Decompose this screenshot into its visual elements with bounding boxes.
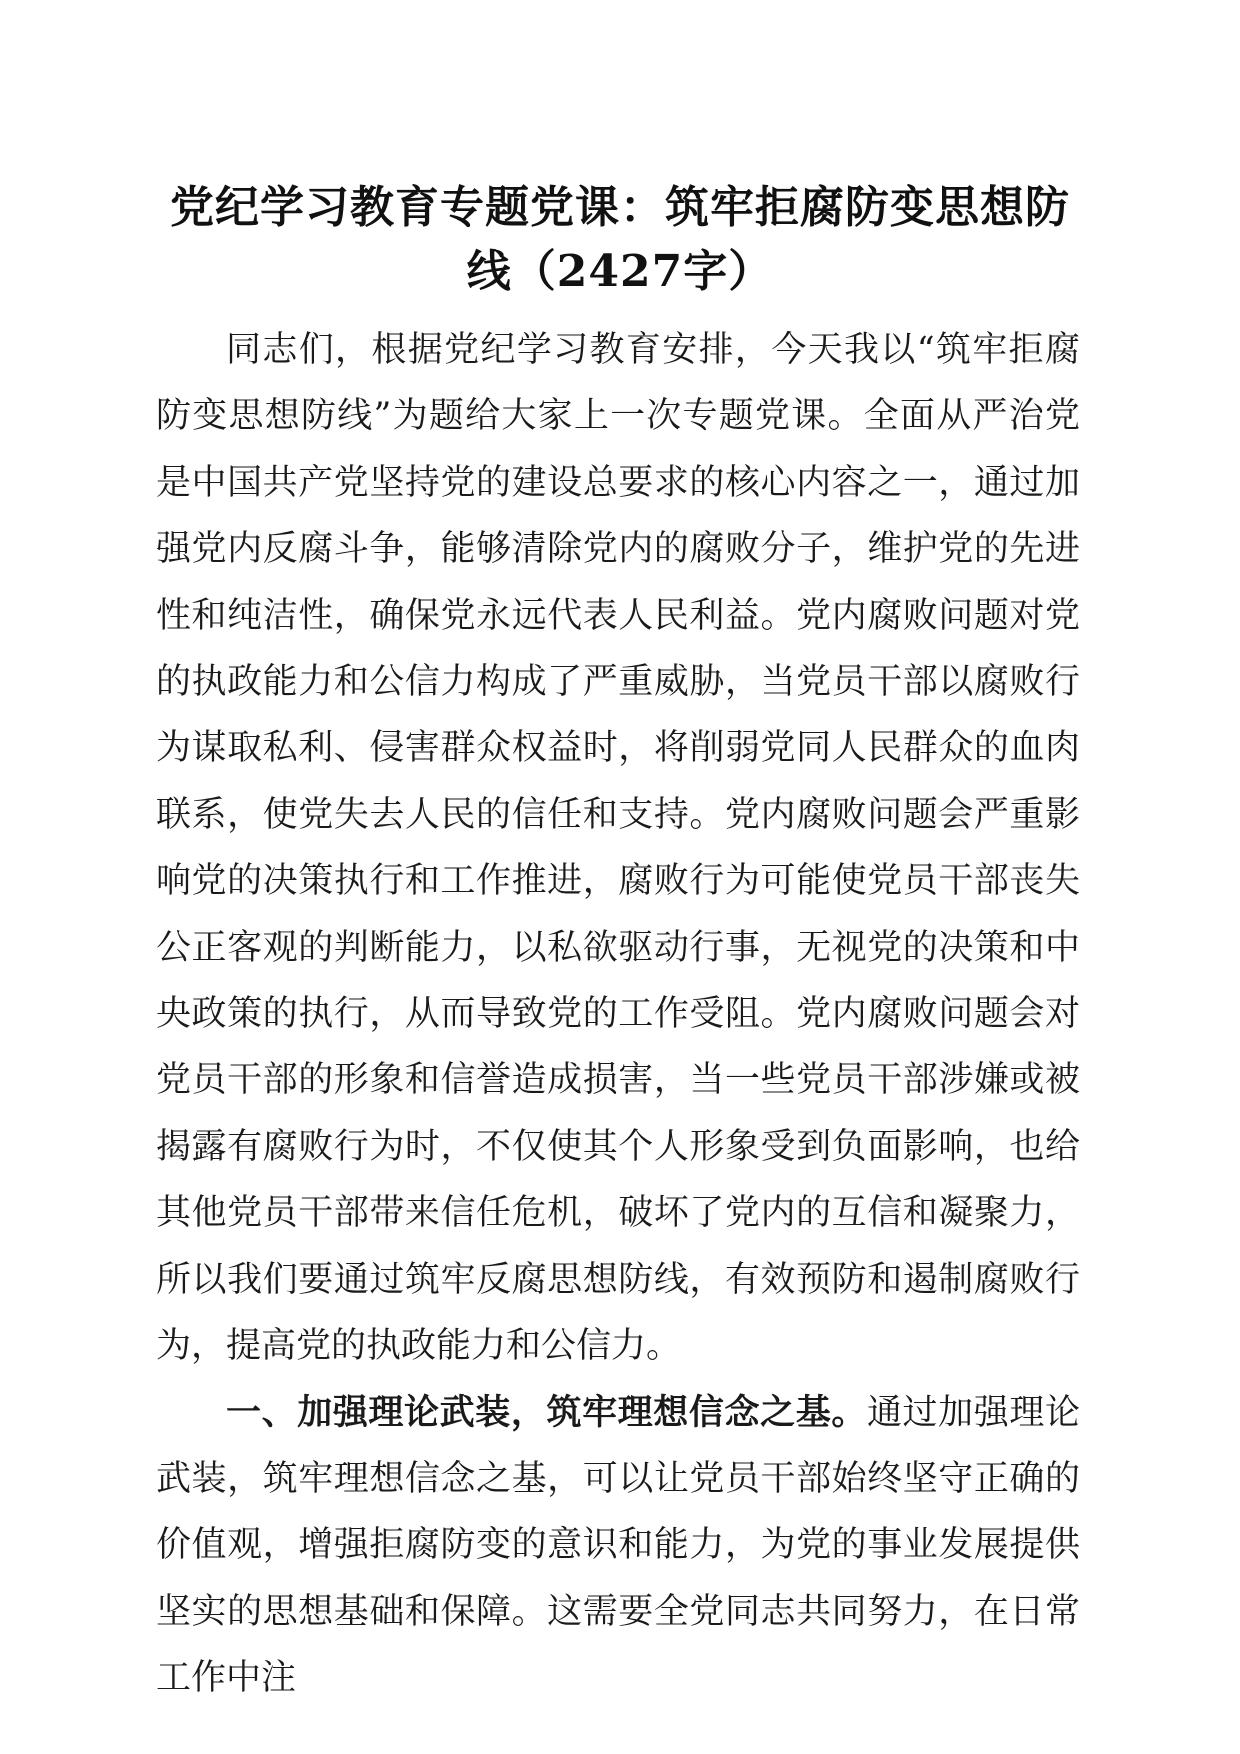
section-one-paragraph [156, 1380, 1080, 1712]
document-body [156, 317, 1080, 1712]
intro-paragraph [156, 317, 1080, 1380]
section-one-text: 通过加强理论武装，筑牢理想信念之基，可以让党员干部始终坚守正确的价值观，增强拒腐防变的意识和能力，为党的事业发展提供坚实的思想基础和保障。这需要全党同志共同努力，在日常工作中注 [156, 1392, 1080, 1699]
section-one-heading: 一、加强理论武装，筑牢理想信念之基。 [226, 1392, 867, 1433]
intro-paragraph-text: 同志们，根据党纪学习教育安排，今天我以“筑牢拒腐防变思想防线”为题给大家上一次专题党课。全面从严治党是中国共产党坚持党的建设总要求的核心内容之一，通过加强党内反腐斗争，能够清除党内的腐败分子，维护党的先进性和纯洁性，确保党永远代表人民利益。党内腐败问题对党的执政能力和公信力构成了严重威胁，当党员干部以腐败行为谋取私利、侵害群众权益时，将削弱党同人民群众的血肉联系，使党失去人民的信任和支持。党内腐败问题会严重影响党的决策执行和工作推进，腐败行为可能使党员干部丧失公正客观的判断能力，以私欲驱动行事，无视党的决策和中央政策的执行，从而导致党的工作受阻。党内腐败问题会对党员干部的形象和信誉造成损害，当一些党员干部涉嫌或被揭露有腐败行为时，不仅使其个人形象受到负面影响，也给其他党员干部带来信任危机，破坏了党内的互信和凝聚力，所以我们要通过筑牢反腐思想防线，有效预防和遏制腐败行为，提高党的执政能力和公信力。 [156, 330, 1080, 1367]
document-title: 党纪学习教育专题党课：筑牢拒腐防变思想防线（2427字） [170, 182, 1070, 297]
